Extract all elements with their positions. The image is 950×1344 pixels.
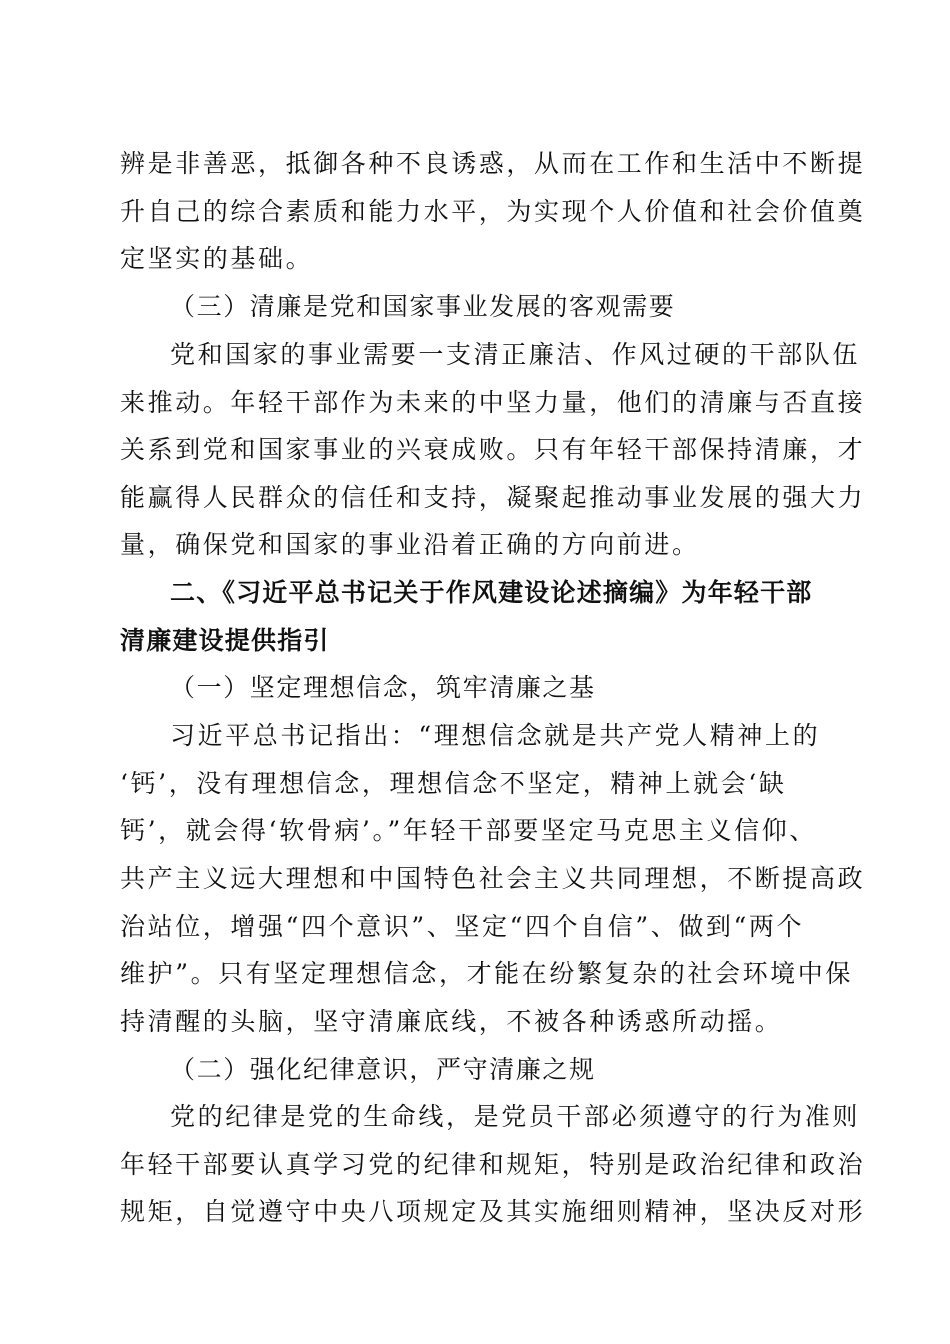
- body-text-line: 关系到党和国家事业的兴衰成败。只有年轻干部保持清廉，才: [120, 435, 866, 464]
- section-heading: 清廉建设提供指引: [120, 626, 330, 655]
- body-text-line: 升自己的综合素质和能力水平，为实现个人价值和社会价值奠: [120, 197, 866, 226]
- body-text-line: 量，确保党和国家的事业沿着正确的方向前进。: [120, 530, 700, 559]
- body-text-line: ‘钙’，没有理想信念，理想信念不坚定，精神上就会‘缺: [120, 769, 787, 798]
- body-text-line: 定坚实的基础。: [120, 244, 314, 273]
- body-text-line: 共产主义远大理想和中国特色社会主义共同理想，不断提高政: [120, 864, 866, 893]
- body-text-line: 党和国家的事业需要一支清正廉洁、作风过硬的干部队伍: [170, 340, 861, 369]
- body-text-line: 能赢得人民群众的信任和支持，凝聚起推动事业发展的强大力: [120, 483, 866, 512]
- body-text-line: 钙’，就会得‘软骨病’。”年轻干部要坚定马克思主义信仰、: [120, 816, 817, 845]
- section-heading: 二、《习近平总书记关于作风建设论述摘编》为年轻干部: [170, 578, 813, 607]
- body-text-line: 维护”。只有坚定理想信念，才能在纷繁复杂的社会环境中保: [120, 959, 853, 988]
- body-text-line: 持清醒的头脑，坚守清廉底线，不被各种诱惑所动摇。: [120, 1007, 783, 1036]
- subsection-heading: （二）强化纪律意识，严守清廉之规: [170, 1055, 596, 1084]
- body-text-line: 辨是非善恶，抵御各种不良诱惑，从而在工作和生活中不断提: [120, 149, 866, 178]
- body-text-line: 来推动。年轻干部作为未来的中坚力量，他们的清廉与否直接: [120, 388, 866, 417]
- body-text-line: 年轻干部要认真学习党的纪律和规矩，特别是政治纪律和政治: [120, 1150, 866, 1179]
- subsection-heading: （一）坚定理想信念，筑牢清廉之基: [170, 673, 596, 702]
- body-text-line: 党的纪律是党的生命线，是党员干部必须遵守的行为准则: [170, 1102, 861, 1131]
- body-text-line: 规矩，自觉遵守中央八项规定及其实施细则精神，坚决反对形: [120, 1197, 866, 1226]
- body-text-line: 治站位，增强“四个意识”、坚定“四个自信”、做到“两个: [120, 912, 805, 941]
- body-text-line: 习近平总书记指出：“理想信念就是共产党人精神上的: [170, 721, 821, 750]
- subsection-heading: （三）清廉是党和国家事业发展的客观需要: [170, 292, 676, 321]
